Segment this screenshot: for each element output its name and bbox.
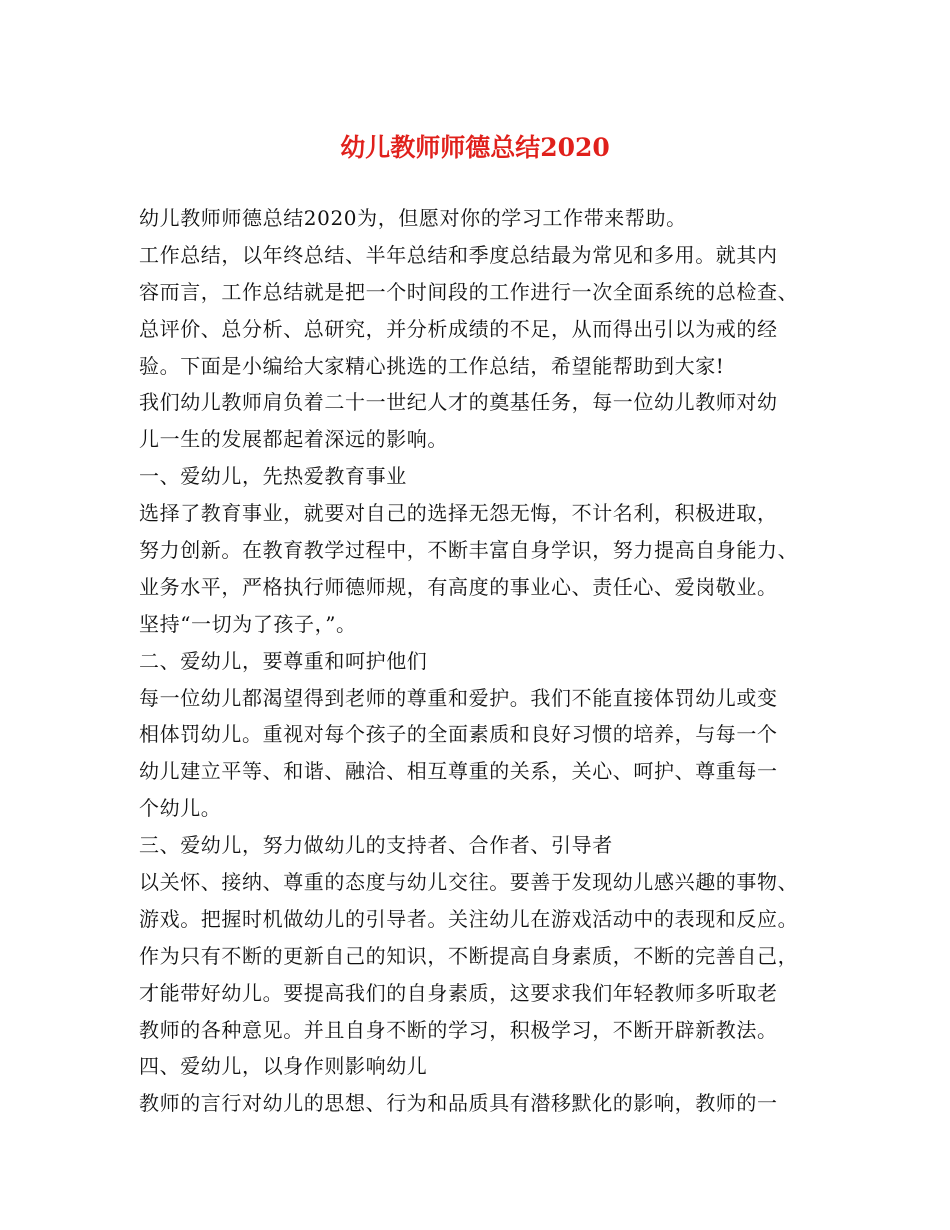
body-line: 努力创新。在教育教学过程中，不断丰富自身学识，努力提高自身能力、 [139, 538, 799, 563]
section-heading: 四、爱幼儿，以身作则影响幼儿 [139, 1054, 428, 1079]
body-line: 坚持“一切为了孩子，”。 [139, 611, 357, 636]
body-line: 幼儿建立平等、和谐、融洽、相互尊重的关系，关心、呵护、尊重每一 [139, 759, 778, 784]
body-line: 个幼儿。 [139, 796, 222, 821]
section-heading: 三、爱幼儿，努力做幼儿的支持者、合作者、引导者 [139, 833, 613, 858]
body-line: 教师的言行对幼儿的思想、行为和品质具有潜移默化的影响，教师的一 [139, 1091, 778, 1116]
body-line: 工作总结，以年终总结、半年总结和季度总结最为常见和多用。就其内 [139, 242, 778, 267]
body-line: 每一位幼儿都渴望得到老师的尊重和爱护。我们不能直接体罚幼儿或变 [139, 685, 778, 710]
body-line: 我们幼儿教师肩负着二十一世纪人才的奠基任务，每一位幼儿教师对幼 [139, 390, 778, 415]
body-line: 幼儿教师师德总结2020为，但愿对你的学习工作带来帮助。 [139, 206, 687, 230]
body-line: 才能带好幼儿。要提高我们的自身素质，这要求我们年轻教师多听取老 [139, 980, 778, 1005]
document-body [139, 200, 819, 1122]
body-line: 教师的各种意见。并且自身不断的学习，积极学习，不断开辟新教法。 [139, 1017, 778, 1042]
body-line: 容而言，工作总结就是把一个时间段的工作进行一次全面系统的总检查、 [139, 279, 799, 304]
body-line: 总评价、总分析、总研究，并分析成绩的不足，从而得出引以为戒的经 [139, 316, 778, 341]
body-line: 验。下面是小编给大家精心挑选的工作总结，希望能帮助到大家! [139, 353, 725, 378]
section-heading: 二、爱幼儿，要尊重和呵护他们 [139, 648, 428, 673]
body-line: 以关怀、接纳、尊重的态度与幼儿交往。要善于发现幼儿感兴趣的事物、 [139, 870, 799, 895]
body-line: 相体罚幼儿。重视对每个孩子的全面素质和良好习惯的培养，与每一个 [139, 722, 778, 747]
body-line: 业务水平，严格执行师德师规，有高度的事业心、责任心、爱岗敬业。 [139, 574, 778, 599]
body-line: 选择了教育事业，就要对自己的选择无怨无悔，不计名利，积极进取， [139, 501, 778, 526]
body-line: 游戏。把握时机做幼儿的引导者。关注幼儿在游戏活动中的表现和反应。 [139, 906, 799, 931]
document-title: 幼儿教师师德总结2020 [340, 133, 610, 162]
body-line: 儿一生的发展都起着深远的影响。 [139, 427, 448, 452]
section-heading: 一、爱幼儿，先热爱教育事业 [139, 464, 407, 489]
body-line: 作为只有不断的更新自己的知识，不断提高自身素质，不断的完善自己， [139, 943, 799, 968]
